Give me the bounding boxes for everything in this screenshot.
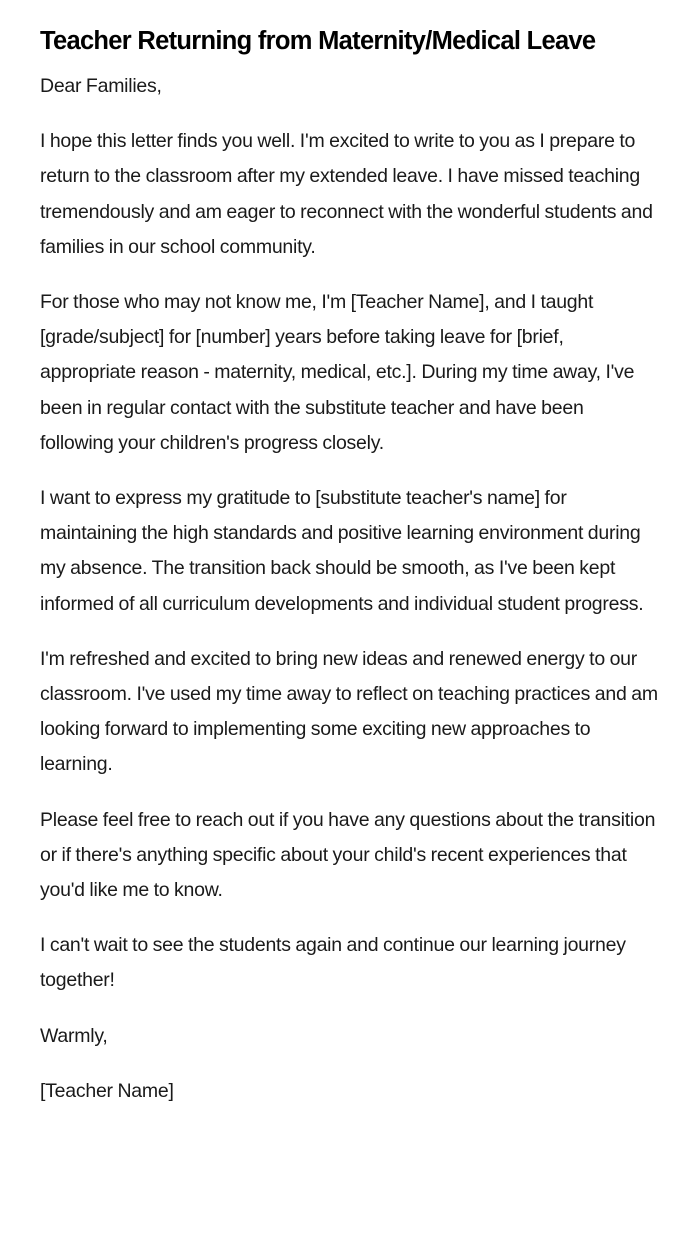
letter-paragraph-introduction-self: For those who may not know me, I'm [Teacher Name], and I taught [grade/subject] for [number] years before taking leave for [brief, appropriate reason - maternity, medical, etc.]. During my time away, I've been in regular contact with the substitute teacher and have been following your children's progress closely.: [40, 291, 635, 454]
letter-signature: [Teacher Name]: [40, 1079, 174, 1102]
letter-paragraph-gratitude: I want to express my gratitude to [substitute teacher's name] for maintaining the high standards and positive learning environment during my absence. The transition back should be smooth, as I've been kept informed of all curriculum developments and individual student progress.: [40, 487, 644, 615]
letter-greeting: Dear Families,: [40, 75, 162, 97]
letter-paragraph-contact: Please feel free to reach out if you have any questions about the transition or if there's anything specific about your child's recent experiences that you'd like me to know.: [40, 808, 656, 902]
letter-paragraph-new-ideas: I'm refreshed and excited to bring new ideas and renewed energy to our classroom. I've used my time away to reflect on teaching practices and am looking forward to implementing some exciting new approaches to learning.: [40, 647, 658, 776]
letter-paragraph-intro: I hope this letter finds you well. I'm excited to write to you as I prepare to return to the classroom after my extended leave. I have missed teaching tremendously and am eager to reconnect with the wonderful students and families in our school community.: [40, 130, 653, 258]
letter-closing: Warmly,: [40, 1024, 108, 1047]
letter-paragraph-closing-thought: I can't wait to see the students again and continue our learning journey together!: [40, 934, 626, 992]
letter-title: Teacher Returning from Maternity/Medical Leave: [40, 27, 596, 55]
